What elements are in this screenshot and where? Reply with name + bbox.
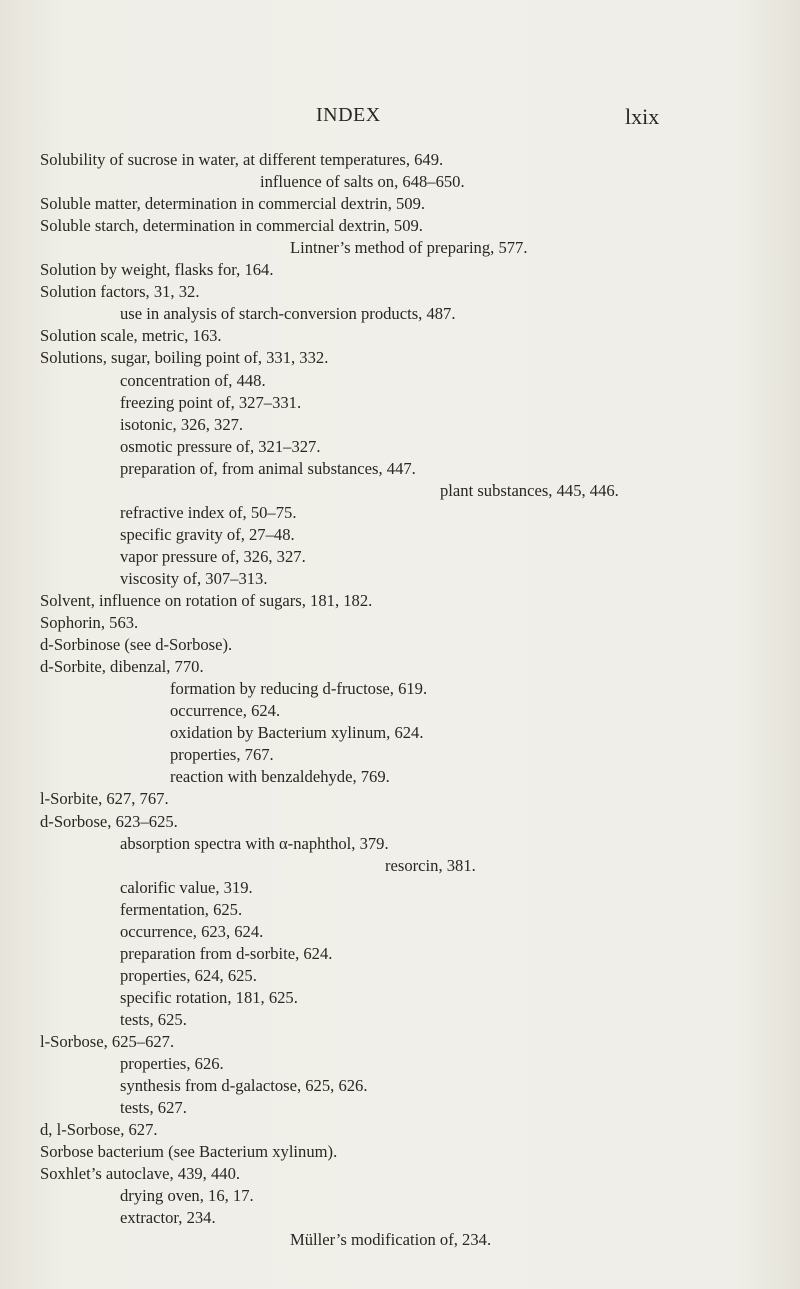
- index-subentry: tests, 625.: [120, 1009, 187, 1029]
- index-subentry: osmotic pressure of, 321–327.: [120, 436, 321, 456]
- index-entry: Solution by weight, flasks for, 164.: [40, 260, 274, 280]
- index-subentry: fermentation, 625.: [120, 899, 243, 919]
- index-subentry: preparation of, from animal substances, 447.: [120, 458, 416, 478]
- index-entry: Soxhlet’s autoclave, 439, 440.: [40, 1164, 241, 1184]
- index-subentry: calorific value, 319.: [120, 877, 253, 897]
- index-subentry: refractive index of, 50–75.: [120, 502, 297, 522]
- index-subentry: preparation from d-sorbite, 624.: [120, 943, 333, 963]
- index-entry: Soluble matter, determination in commercial dextrin, 509.: [40, 194, 426, 214]
- index-entry: d-Sorbite, dibenzal, 770.: [40, 657, 204, 677]
- index-entry: Solubility of sucrose in water, at different temperatures, 649.: [40, 150, 444, 169]
- index-subentry: plant substances, 445, 446.: [440, 480, 619, 500]
- running-title: INDEX: [316, 104, 381, 126]
- index-entry: Solutions, sugar, boiling point of, 331, 332.: [40, 348, 329, 368]
- index-entry: d-Sorbinose (see d-Sorbose).: [40, 635, 233, 655]
- index-entry: Sophorin, 563.: [40, 613, 139, 633]
- index-subentry: viscosity of, 307–313.: [120, 568, 268, 588]
- index-subentry: extractor, 234.: [120, 1208, 216, 1228]
- index-subentry: properties, 624, 625.: [120, 965, 257, 985]
- index-subentry: formation by reducing d-fructose, 619.: [170, 679, 428, 699]
- index-subentry: synthesis from d-galactose, 625, 626.: [120, 1076, 368, 1096]
- index-subentry: vapor pressure of, 326, 327.: [120, 546, 306, 566]
- index-subentry: specific rotation, 181, 625.: [120, 987, 298, 1007]
- index-entry: l-Sorbose, 625–627.: [40, 1032, 175, 1051]
- index-entry: l-Sorbite, 627, 767.: [40, 789, 169, 809]
- index-subentry: occurrence, 623, 624.: [120, 921, 264, 941]
- index-subentry: properties, 767.: [170, 745, 274, 765]
- index-subentry: freezing point of, 327–331.: [120, 392, 302, 412]
- index-entry: Solvent, influence on rotation of sugars, 181, 182.: [40, 591, 373, 610]
- index-entry: Sorbose bacterium (see Bacterium xylinum).: [40, 1142, 338, 1162]
- index-subentry: Lintner’s method of preparing, 577.: [290, 238, 528, 258]
- index-subentry: resorcin, 381.: [385, 855, 476, 875]
- index-subentry: reaction with benzaldehyde, 769.: [170, 767, 390, 787]
- index-subentry: absorption spectra with α-naphthol, 379.: [120, 833, 389, 853]
- index-entry: Solution scale, metric, 163.: [40, 326, 222, 346]
- index-subentry: tests, 627.: [120, 1098, 187, 1118]
- index-subentry: influence of salts on, 648–650.: [260, 172, 465, 192]
- index-subentry: Müller’s modification of, 234.: [290, 1230, 492, 1250]
- page-header: [0, 104, 800, 134]
- index-subentry: properties, 626.: [120, 1054, 224, 1074]
- index-subentry: occurrence, 624.: [170, 701, 281, 721]
- index-entry: Soluble starch, determination in commercial dextrin, 509.: [40, 216, 423, 236]
- index-subentry: specific gravity of, 27–48.: [120, 524, 295, 544]
- index-entry: Solution factors, 31, 32.: [40, 282, 200, 302]
- index-subentry: oxidation by Bacterium xylinum, 624.: [170, 723, 424, 743]
- index-subentry: concentration of, 448.: [120, 370, 266, 390]
- index-subentry: isotonic, 326, 327.: [120, 414, 244, 434]
- index-entry: d, l-Sorbose, 627.: [40, 1120, 158, 1140]
- index-entry: d-Sorbose, 623–625.: [40, 811, 178, 831]
- page-number: lxix: [625, 104, 660, 129]
- index-subentry: drying oven, 16, 17.: [120, 1186, 254, 1206]
- index-subentry: use in analysis of starch-conversion products, 487.: [120, 304, 456, 324]
